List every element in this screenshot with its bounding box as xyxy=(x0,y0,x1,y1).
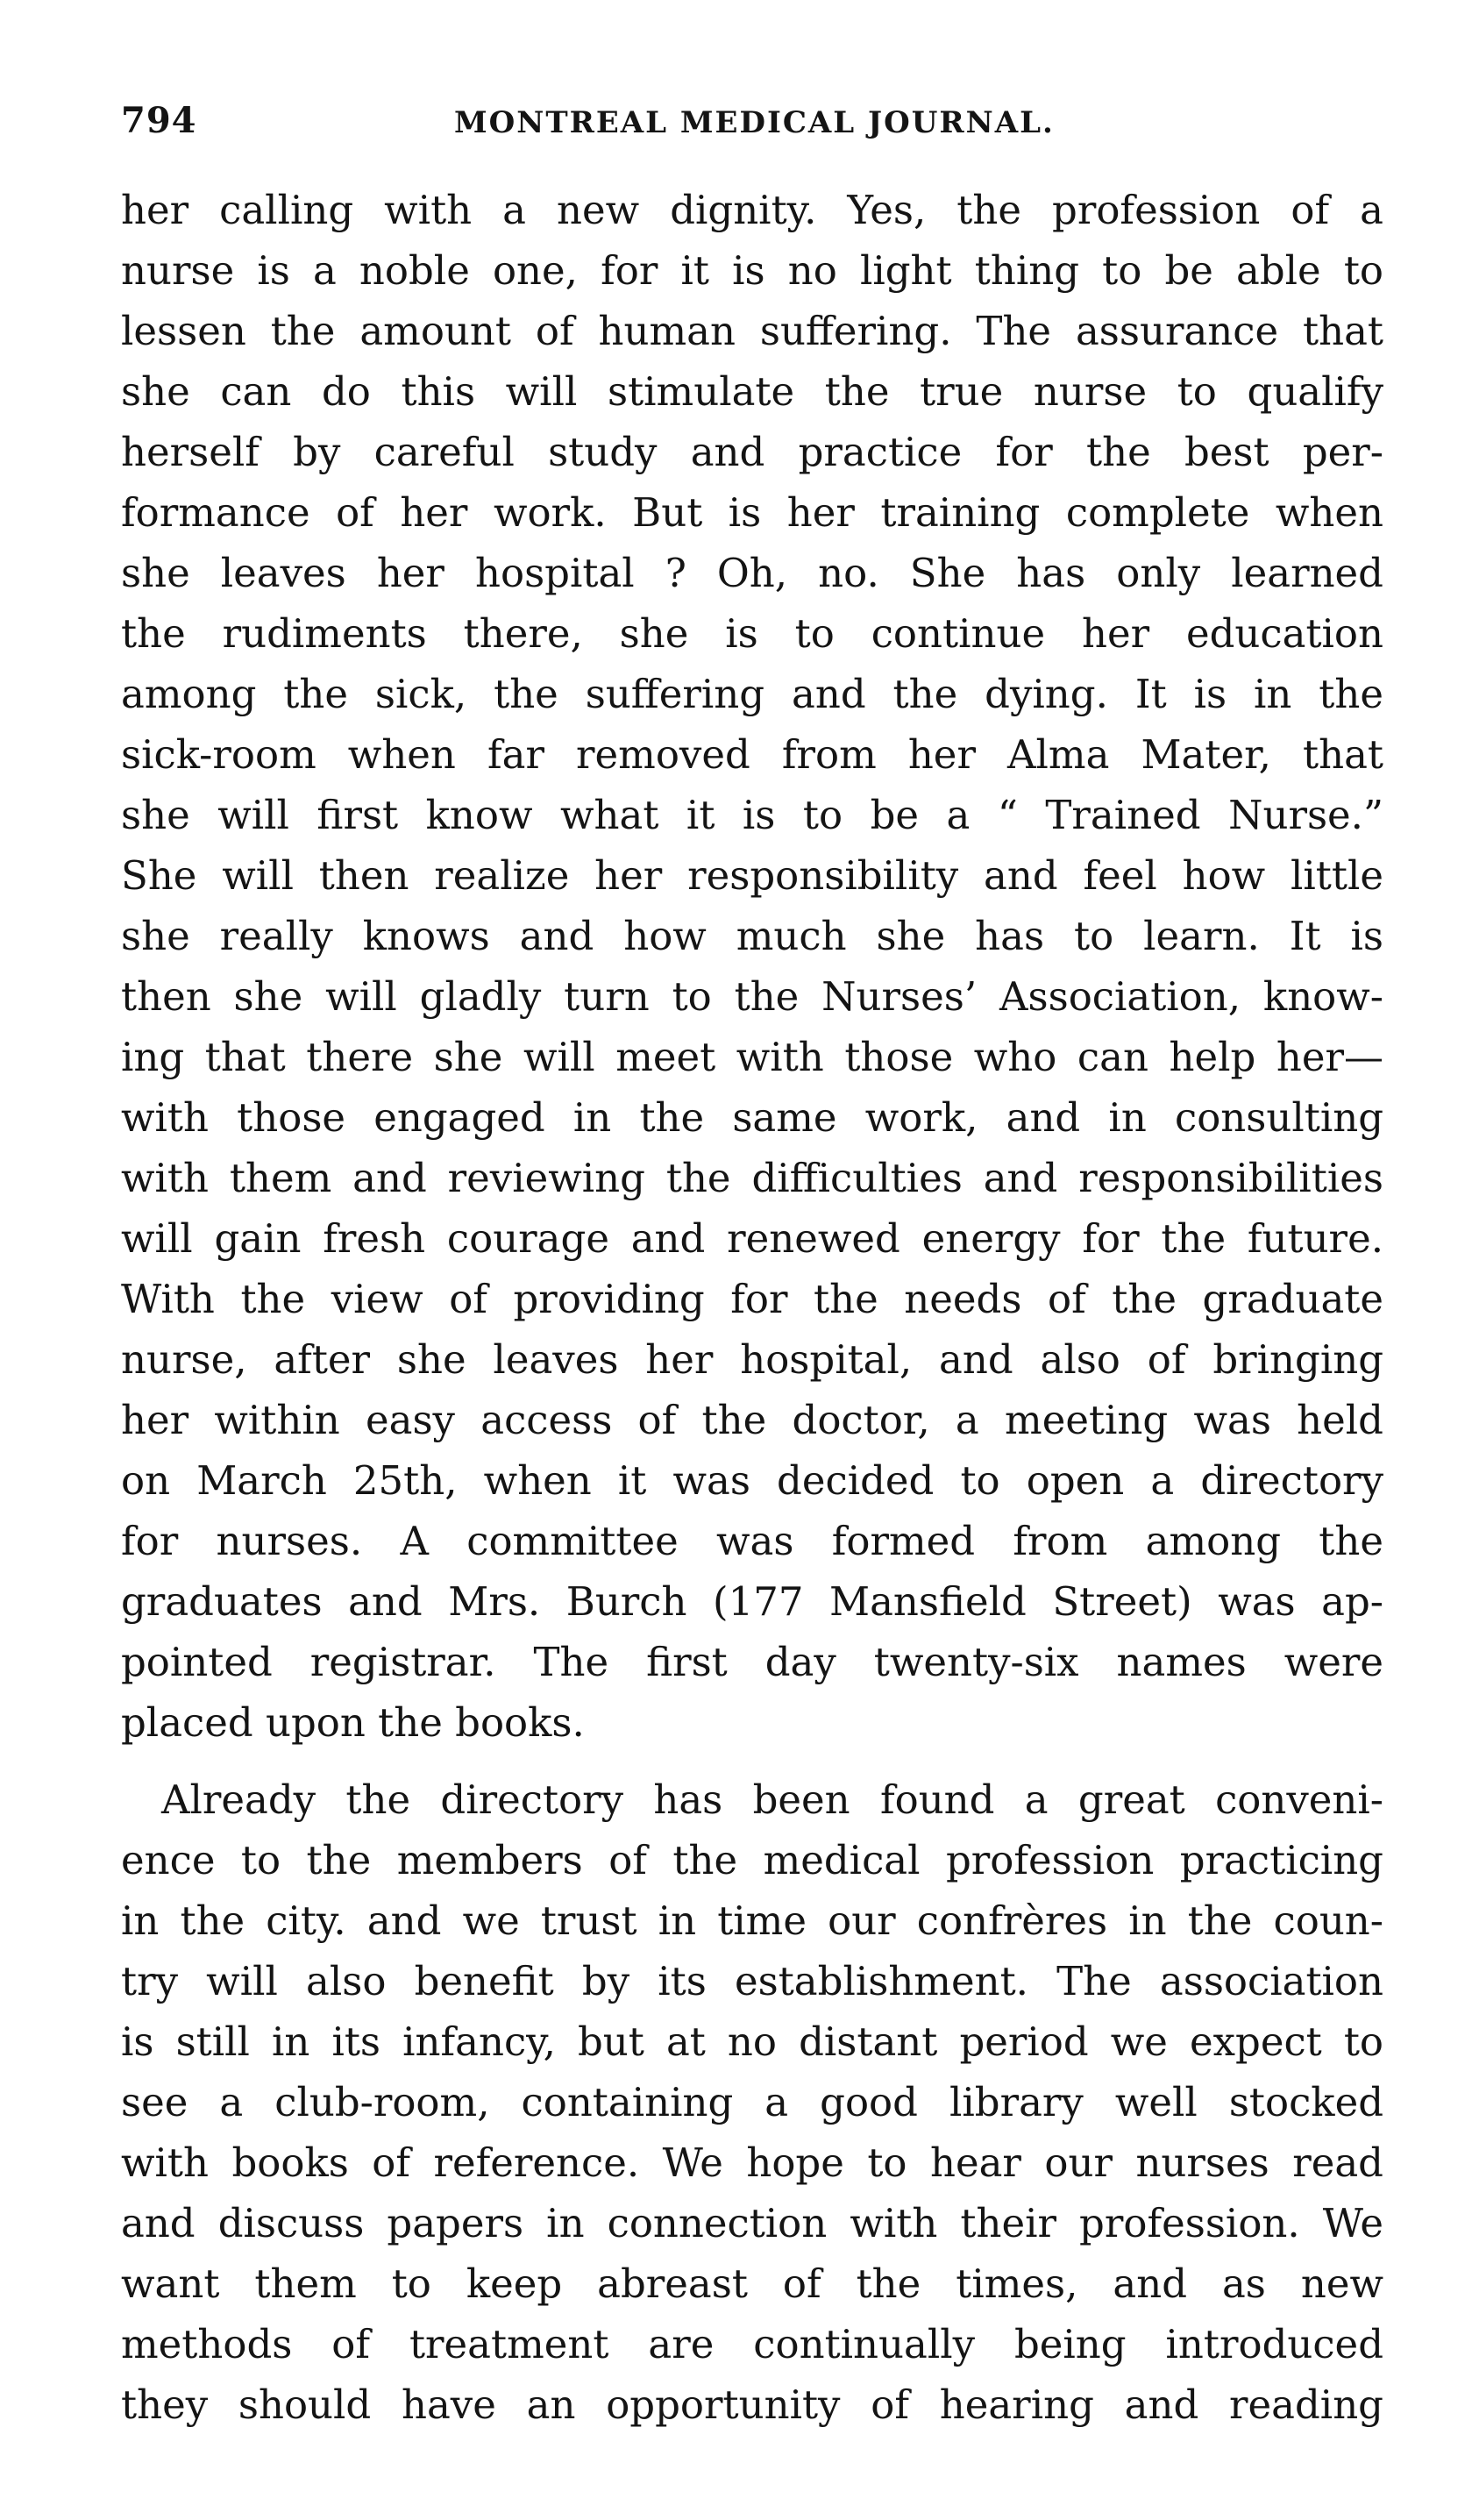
text-line: With the view of providing for the needs of the graduate xyxy=(121,1276,1383,1322)
text-line: with those engaged in the same work, and in consulting xyxy=(121,1094,1383,1141)
text-line: placed upon the books. xyxy=(121,1699,585,1746)
text-line: herself by careful study and practice for the best per- xyxy=(121,429,1383,475)
text-line: graduates and Mrs. Burch (177 Mansfield Street) was ap- xyxy=(121,1578,1383,1625)
text-line: She will then realize her responsibility and feel how little xyxy=(121,852,1383,899)
text-line: lessen the amount of human suffering. The assurance that xyxy=(121,308,1383,354)
journal-title: MONTREAL MEDICAL JOURNAL. xyxy=(454,105,1055,140)
text-line: in the city. and we trust in time our confrères in the coun- xyxy=(121,1897,1383,1944)
text-line: nurse, after she leaves her hospital, and also of bringing xyxy=(121,1336,1383,1383)
text-line: her calling with a new dignity. Yes, the profession of a xyxy=(121,187,1383,233)
text-line: want them to keep abreast of the times, and as new xyxy=(121,2260,1383,2307)
text-line: her within easy access of the doctor, a meeting was held xyxy=(121,1397,1383,1443)
text-line: ing that there she will meet with those who can help her— xyxy=(121,1034,1383,1080)
text-line: and discuss papers in connection with their profession. We xyxy=(121,2200,1383,2246)
text-line: the rudiments there, she is to continue her education xyxy=(121,610,1383,657)
text-line: see a club-room, containing a good library well stocked xyxy=(121,2079,1383,2125)
page-number: 794 xyxy=(121,100,197,141)
text-line: on March 25th, when it was decided to open a directory xyxy=(121,1457,1383,1504)
text-line: among the sick, the suffering and the dying. It is in the xyxy=(121,671,1383,717)
text-line: for nurses. A committee was formed from among the xyxy=(121,1518,1383,1564)
text-line: sick-room when far removed from her Alma Mater, that xyxy=(121,731,1383,778)
text-line: nurse is a noble one, for it is no light thing to be able to xyxy=(121,247,1383,294)
text-line: methods of treatment are continually being introduced xyxy=(121,2321,1383,2367)
text-line: she leaves her hospital ? Oh, no. She has only learned xyxy=(121,550,1383,596)
text-line: formance of her work. But is her training complete when xyxy=(121,489,1383,536)
text-line: will gain fresh courage and renewed energy for the future. xyxy=(121,1215,1383,1262)
text-line: try will also benefit by its establishment. The association xyxy=(121,1958,1383,2004)
paragraph-gap xyxy=(121,1753,1383,1769)
text-line: with books of reference. We hope to hear our nurses read xyxy=(121,2139,1383,2186)
text-line: Already the directory has been found a great conveni- xyxy=(161,1776,1383,1823)
text-line: ence to the members of the medical profession practicing xyxy=(121,1837,1383,1883)
text-line: with them and reviewing the difficulties and responsibilities xyxy=(121,1155,1383,1201)
text-line: then she will gladly turn to the Nurses’ Association, know- xyxy=(121,973,1383,1020)
text-line: she will first know what it is to be a “ Trained Nurse.” xyxy=(121,792,1383,838)
running-head xyxy=(121,95,1375,147)
text-line: she really knows and how much she has to learn. It is xyxy=(121,913,1383,959)
paragraph-2 xyxy=(121,1769,1383,2435)
article-body xyxy=(121,180,1383,2435)
text-line: is still in its infancy, but at no distant period we expect to xyxy=(121,2018,1383,2065)
paragraph-1 xyxy=(121,180,1383,1753)
text-line: they should have an opportunity of hearing and reading xyxy=(121,2381,1383,2428)
text-line: pointed registrar. The first day twenty-six names were xyxy=(121,1639,1383,1685)
text-line: she can do this will stimulate the true nurse to qualify xyxy=(121,368,1383,415)
